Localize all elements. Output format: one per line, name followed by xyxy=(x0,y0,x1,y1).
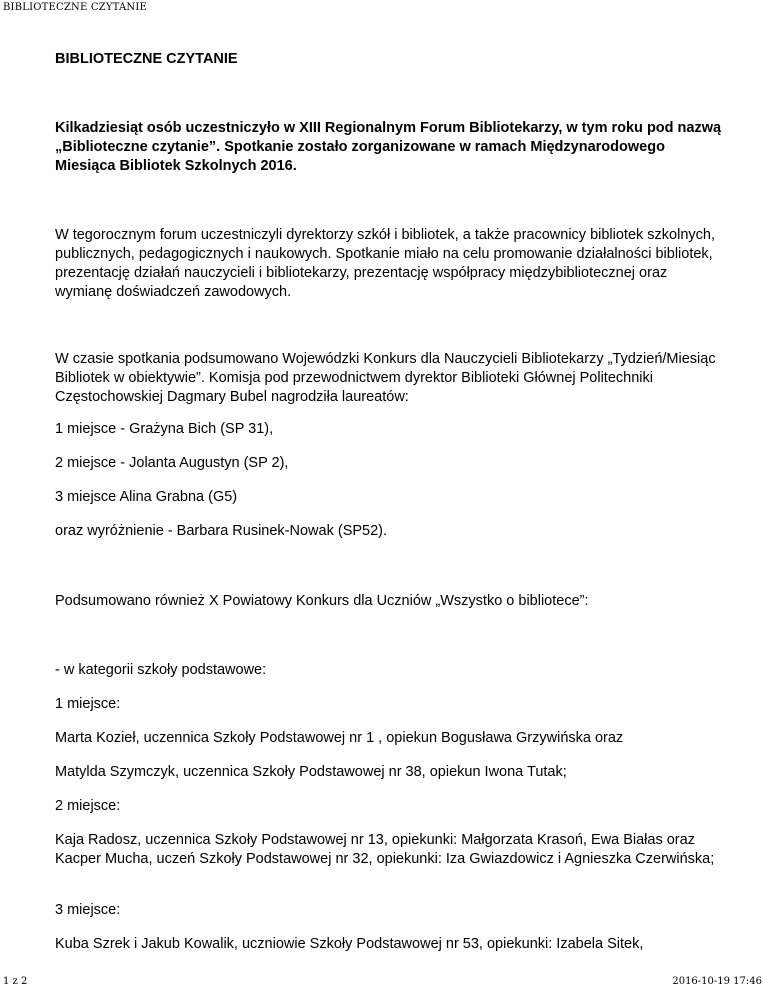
list-item: Kaja Radosz, uczennica Szkoły Podstawowej nr 13, opiekunki: Małgorzata Krasoń, Ewa Białas oraz Kacper Mucha, uczeń Szkoły Podstawowej nr 32, opiekunki: Iza Gwiazdowicz i Agnieszka Czerwińska; xyxy=(55,832,715,867)
list-item: Matylda Szymczyk, uczennica Szkoły Podstawowej nr 38, opiekun Iwona Tutak; xyxy=(55,764,567,780)
place-label: 2 miejsce: xyxy=(55,798,121,814)
paragraph-forum-participants: W tegorocznym forum uczestniczyli dyrektorzy szkół i bibliotek, a także pracownicy bibliotek szkolnych, publicznych, pedagogicznych i naukowych. Spotkanie miało na celu promowanie działalności bibliotek, prezentację działań nauczycieli i bibliotekarzy, prezentację współpracy międzybibliotecznej oraz wymianę doświadczeń zawodowych. xyxy=(55,227,715,300)
place-label: 3 miejsce: xyxy=(55,902,121,918)
paragraph-teacher-contest: W czasie spotkania podsumowano Wojewódzki Konkurs dla Nauczycieli Bibliotekarzy „Tydzień/Miesiąc Bibliotek w obiektywie”. Komisja pod przewodnictwem dyrektor Biblioteki Głównej Politechniki Częstochowskiej Dagmary Bubel nagrodziła laureatów: xyxy=(55,351,716,405)
list-item: 2 miejsce - Jolanta Augustyn (SP 2), xyxy=(55,455,289,471)
list-item: 1 miejsce - Grażyna Bich (SP 31), xyxy=(55,421,274,437)
list-item: Kuba Szrek i Jakub Kowalik, uczniowie Szkoły Podstawowej nr 53, opiekunki: Izabela Sitek, xyxy=(55,936,644,952)
paragraph-student-contest: Podsumowano również X Powiatowy Konkurs dla Uczniów „Wszystko o bibliotece”: xyxy=(55,593,589,609)
article-heading: BIBLIOTECZNE CZYTANIE xyxy=(55,51,238,67)
list-item: 3 miejsce Alina Grabna (G5) xyxy=(55,489,238,505)
article-lead: Kilkadziesiąt osób uczestniczyło w XIII Regionalnym Forum Bibliotekarzy, w tym roku pod nazwą „Biblioteczne czytanie”. Spotkanie zostało zorganizowane w ramach Międzynarodowego Miesiąca Bibliotek Szkolnych 2016. xyxy=(55,120,722,174)
list-item: Marta Kozieł, uczennica Szkoły Podstawowej nr 1 , opiekun Bogusława Grzywińska oraz xyxy=(55,730,624,746)
page-number: 1 z 2 xyxy=(3,976,28,987)
list-item: oraz wyróżnienie - Barbara Rusinek-Nowak (SP52). xyxy=(55,523,388,539)
category-heading: - w kategorii szkoły podstawowe: xyxy=(55,662,267,678)
print-header-title: BIBLIOTECZNE CZYTANIE xyxy=(3,2,147,13)
place-label: 1 miejsce: xyxy=(55,696,121,712)
print-datetime: 2016-10-19 17:46 xyxy=(672,976,762,987)
